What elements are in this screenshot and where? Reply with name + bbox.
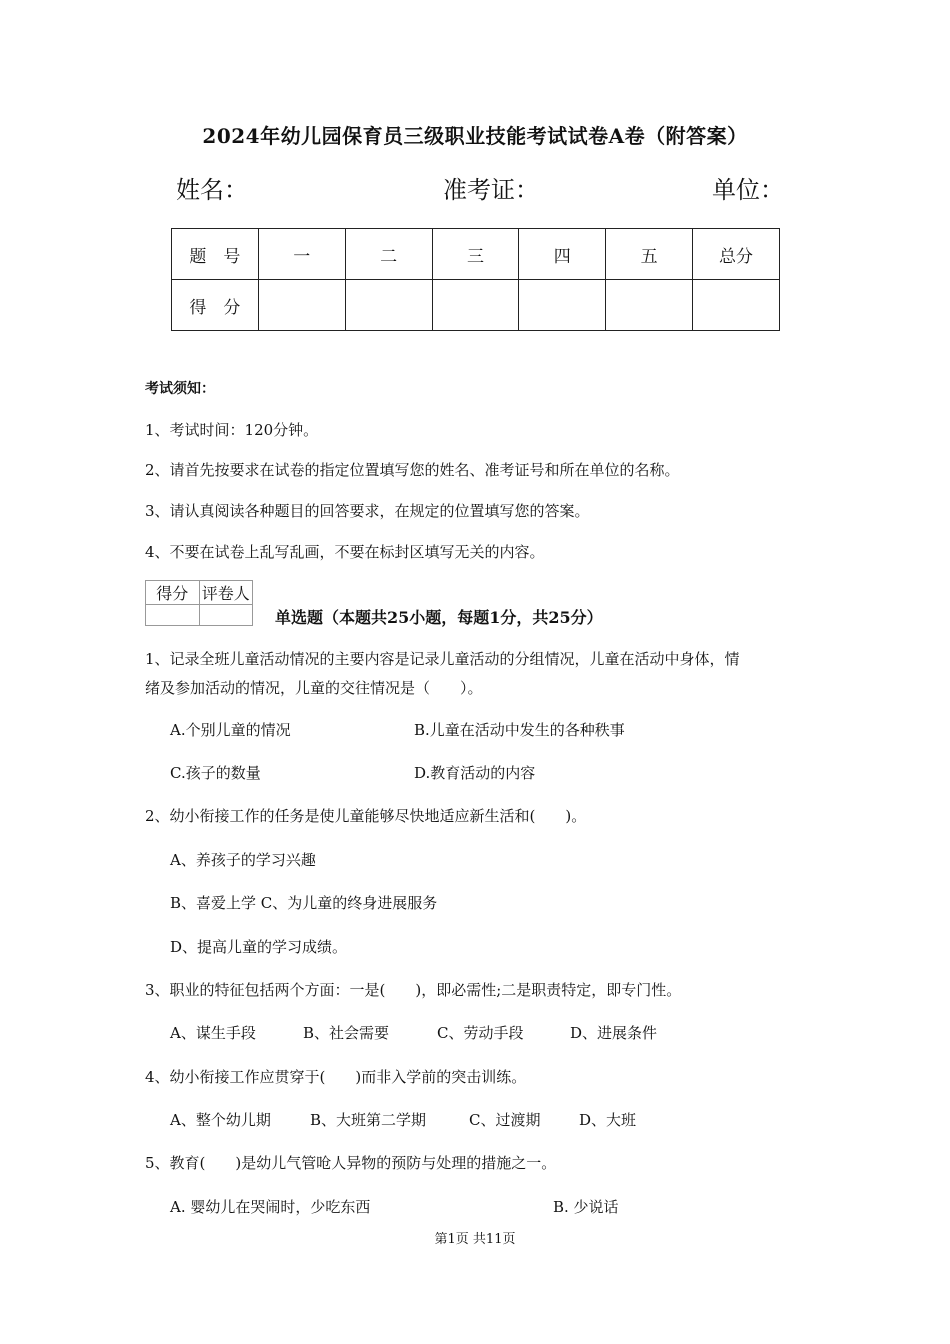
score-input-cell[interactable] [258, 280, 345, 331]
question-3-option-c[interactable]: C、劳动手段 [437, 1024, 524, 1042]
notice-item: 2、请首先按要求在试卷的指定位置填写您的姓名、准考证号和所在单位的名称。 [145, 461, 680, 479]
grader-score-label: 得分 [146, 581, 200, 605]
unit-field-label: 单位： [712, 176, 784, 204]
score-table-cell: 五 [606, 229, 693, 280]
score-input-cell[interactable] [519, 280, 606, 331]
notice-heading: 考试须知： [145, 381, 215, 397]
grader-name-cell[interactable] [199, 605, 253, 626]
question-5-option-a[interactable]: A. 婴幼儿在哭闹时，少吃东西 [170, 1198, 371, 1216]
score-table-cell: 四 [519, 229, 606, 280]
question-2-option-d[interactable]: D、提高儿童的学习成绩。 [170, 938, 348, 956]
question-1-option-c[interactable]: C.孩子的数量 [170, 764, 261, 782]
question-1-line-2: 绪及参加活动的情况，儿童的交往情况是（ ）。 [145, 679, 483, 697]
question-1-option-b[interactable]: B.儿童在活动中发生的各种秩事 [414, 721, 625, 739]
grader-name-label: 评卷人 [199, 581, 253, 605]
score-input-cell[interactable] [693, 280, 780, 331]
score-table-cell: 三 [432, 229, 519, 280]
score-table-cell: 总分 [693, 229, 780, 280]
question-3-option-a[interactable]: A、谋生手段 [170, 1024, 256, 1042]
score-table [171, 228, 780, 331]
score-table-cell: 一 [258, 229, 345, 280]
question-4-option-b[interactable]: B、大班第二学期 [310, 1111, 427, 1129]
question-1-option-a[interactable]: A.个别儿童的情况 [170, 721, 291, 739]
score-input-cell[interactable] [345, 280, 432, 331]
question-4-option-c[interactable]: C、过渡期 [469, 1111, 541, 1129]
question-5-option-b[interactable]: B. 少说话 [553, 1198, 619, 1216]
notice-item: 4、不要在试卷上乱写乱画，不要在标封区填写无关的内容。 [145, 543, 545, 561]
score-table-cell: 得 分 [172, 280, 259, 331]
score-table-cell: 题 号 [172, 229, 259, 280]
question-2-option-bc[interactable]: B、喜爱上学 C、为儿童的终身进展服务 [170, 894, 438, 912]
question-3-option-d[interactable]: D、进展条件 [570, 1024, 658, 1042]
question-4-option-a[interactable]: A、整个幼儿期 [170, 1111, 271, 1129]
exam-number-field-label: 准考证： [443, 176, 539, 204]
score-table-score-row [172, 280, 780, 331]
question-2-stem: 2、幼小衔接工作的任务是使儿童能够尽快地适应新生活和( )。 [145, 807, 587, 825]
question-3-stem: 3、职业的特征包括两个方面：一是( )，即必需性;二是职责特定，即专门性。 [145, 981, 682, 999]
page-title: 2024年幼儿园保育员三级职业技能考试试卷A卷（附答案） [202, 124, 748, 148]
question-1-option-d[interactable]: D.教育活动的内容 [414, 764, 536, 782]
score-input-cell[interactable] [432, 280, 519, 331]
score-table-header-row [172, 229, 780, 280]
question-4-stem: 4、幼小衔接工作应贯穿于( )而非入学前的突击训练。 [145, 1068, 527, 1086]
score-table-cell: 二 [345, 229, 432, 280]
name-field-label: 姓名： [176, 176, 248, 204]
grader-box [145, 580, 253, 626]
question-2-option-a[interactable]: A、养孩子的学习兴趣 [170, 851, 316, 869]
grader-score-cell[interactable] [146, 605, 200, 626]
question-5-stem: 5、教育( )是幼儿气管呛人异物的预防与处理的措施之一。 [145, 1154, 557, 1172]
question-3-option-b[interactable]: B、社会需要 [303, 1024, 390, 1042]
question-4-option-d[interactable]: D、大班 [579, 1111, 637, 1129]
notice-item: 1、考试时间：120分钟。 [145, 421, 319, 439]
question-1-line-1: 1、记录全班儿童活动情况的主要内容是记录儿童活动的分组情况，儿童在活动中身体，情 [145, 650, 740, 668]
section-title: 单选题（本题共25小题，每题1分，共25分） [275, 608, 603, 627]
notice-item: 3、请认真阅读各种题目的回答要求，在规定的位置填写您的答案。 [145, 502, 590, 520]
page-footer: 第1页 共11页 [434, 1232, 516, 1247]
score-input-cell[interactable] [606, 280, 693, 331]
